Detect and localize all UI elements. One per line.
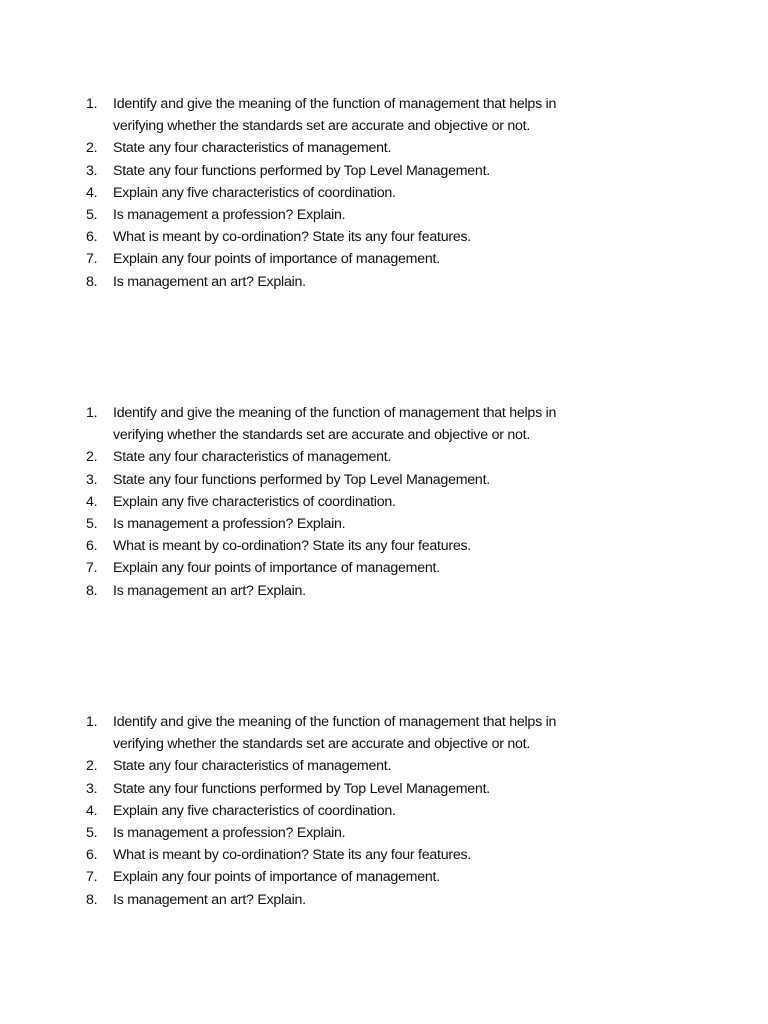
question-number: 7. — [86, 869, 98, 886]
question-text-line: State any four characteristics of management. — [113, 449, 392, 466]
question-text-line: Is management an art? Explain. — [113, 582, 306, 599]
question-text-line: State any four functions performed by Top Level Management. — [113, 162, 490, 179]
question-item — [86, 866, 686, 888]
question-text-line: Explain any four points of importance of management. — [113, 251, 440, 268]
question-text — [113, 446, 686, 468]
question-item — [86, 93, 686, 137]
question-text-line: Identify and give the meaning of the function of management that helps in — [113, 714, 557, 730]
question-number: 8. — [86, 891, 98, 908]
question-text — [113, 844, 686, 866]
question-text-line: State any four characteristics of management. — [113, 758, 392, 775]
question-item — [86, 711, 686, 755]
question-text — [113, 93, 686, 137]
question-text — [113, 137, 686, 159]
question-number: 3. — [86, 162, 98, 179]
question-item — [86, 778, 686, 800]
question-number: 5. — [86, 516, 98, 533]
question-text — [113, 160, 686, 182]
question-text — [113, 469, 686, 491]
question-text — [113, 204, 686, 226]
question-number: 7. — [86, 251, 98, 268]
question-text-line: Identify and give the meaning of the function of management that helps in — [113, 96, 557, 112]
question-text-line: Explain any five characteristics of coordination. — [113, 184, 396, 201]
question-text — [113, 182, 686, 204]
question-item — [86, 491, 686, 513]
question-number: 1. — [86, 714, 98, 730]
question-item — [86, 822, 686, 844]
question-number: 6. — [86, 229, 98, 246]
question-text — [113, 491, 686, 513]
question-text-line: Explain any five characteristics of coordination. — [113, 802, 396, 819]
question-number: 3. — [86, 780, 98, 797]
question-number: 6. — [86, 847, 98, 864]
question-text — [113, 513, 686, 535]
question-number: 8. — [86, 273, 98, 290]
question-number: 6. — [86, 538, 98, 555]
question-number: 5. — [86, 207, 98, 224]
question-item — [86, 248, 686, 270]
question-text — [113, 226, 686, 248]
question-text-line: verifying whether the standards set are accurate and objective or not. — [113, 736, 531, 753]
question-text-line: verifying whether the standards set are accurate and objective or not. — [113, 427, 531, 444]
question-item — [86, 204, 686, 226]
question-text — [113, 889, 686, 911]
question-number: 2. — [86, 758, 98, 775]
question-number: 4. — [86, 184, 98, 201]
question-text-line: What is meant by co-ordination? State its any four features. — [113, 229, 472, 246]
question-text-line: Explain any four points of importance of management. — [113, 560, 440, 577]
question-item — [86, 182, 686, 204]
question-number: 2. — [86, 140, 98, 157]
question-text-line: State any four characteristics of management. — [113, 140, 392, 157]
question-text — [113, 755, 686, 777]
question-text-line: Is management a profession? Explain. — [113, 516, 346, 533]
question-text-line: What is meant by co-ordination? State its any four features. — [113, 847, 472, 864]
question-item — [86, 557, 686, 579]
question-text-line: Is management a profession? Explain. — [113, 207, 346, 224]
question-number: 4. — [86, 493, 98, 510]
question-item — [86, 513, 686, 535]
question-number: 1. — [86, 405, 98, 421]
question-item — [86, 889, 686, 911]
question-text — [113, 580, 686, 602]
question-item — [86, 160, 686, 182]
question-item — [86, 844, 686, 866]
question-text — [113, 535, 686, 557]
question-item — [86, 446, 686, 468]
question-text — [113, 778, 686, 800]
question-text — [113, 402, 686, 446]
question-item — [86, 402, 686, 446]
question-item — [86, 137, 686, 159]
question-item — [86, 800, 686, 822]
question-block-3 — [86, 711, 686, 911]
question-text-line: State any four functions performed by Top Level Management. — [113, 780, 490, 797]
question-text — [113, 800, 686, 822]
question-number: 2. — [86, 449, 98, 466]
question-text — [113, 866, 686, 888]
question-text-line: Explain any four points of importance of management. — [113, 869, 440, 886]
question-text-line: Is management an art? Explain. — [113, 273, 306, 290]
question-text — [113, 711, 686, 755]
question-number: 5. — [86, 825, 98, 842]
question-text-line: Identify and give the meaning of the function of management that helps in — [113, 405, 557, 421]
question-text — [113, 822, 686, 844]
question-item — [86, 535, 686, 557]
question-text — [113, 248, 686, 270]
question-block-1 — [86, 93, 686, 293]
question-text-line: Is management a profession? Explain. — [113, 825, 346, 842]
question-item — [86, 755, 686, 777]
question-text-line: Is management an art? Explain. — [113, 891, 306, 908]
question-text — [113, 271, 686, 293]
question-block-2 — [86, 402, 686, 602]
question-text-line: State any four functions performed by Top Level Management. — [113, 471, 490, 488]
question-text — [113, 557, 686, 579]
question-item — [86, 469, 686, 491]
question-number: 7. — [86, 560, 98, 577]
question-text-line: What is meant by co-ordination? State its any four features. — [113, 538, 472, 555]
question-number: 4. — [86, 802, 98, 819]
question-number: 1. — [86, 96, 98, 112]
question-number: 3. — [86, 471, 98, 488]
question-item — [86, 271, 686, 293]
question-text-line: Explain any five characteristics of coordination. — [113, 493, 396, 510]
question-text-line: verifying whether the standards set are accurate and objective or not. — [113, 118, 531, 135]
question-item — [86, 580, 686, 602]
question-number: 8. — [86, 582, 98, 599]
question-item — [86, 226, 686, 248]
